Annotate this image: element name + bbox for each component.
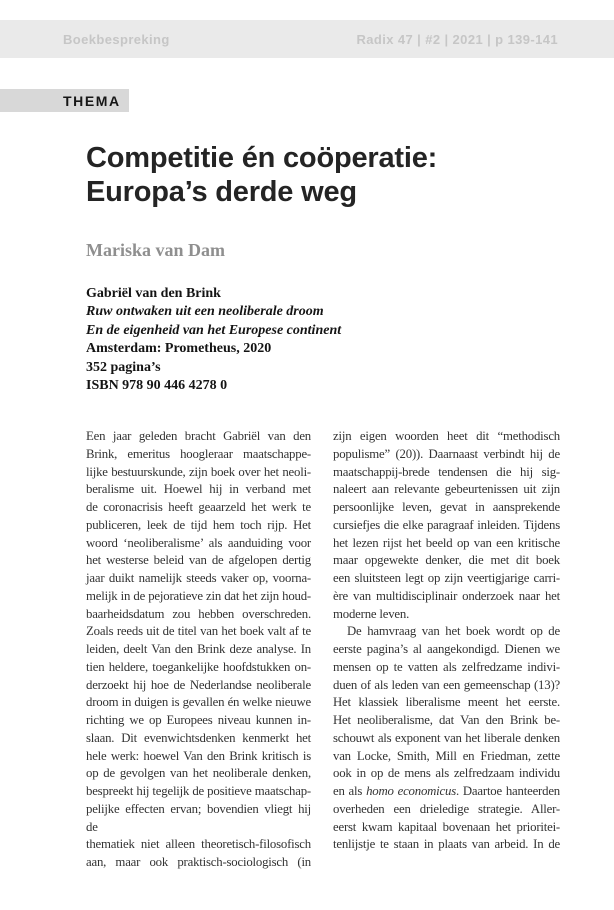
book-author: Gabriël van den Brink bbox=[86, 286, 221, 301]
header-section-label: Boekbespreking bbox=[63, 31, 170, 47]
body-text-line: persoonlijke leven, gevat in aansprekende bbox=[333, 500, 560, 514]
body-text-line: Het neoliberalisme, dat Van den Brink be- bbox=[333, 713, 560, 727]
thema-tag bbox=[0, 89, 129, 112]
body-text-line: publiceren, leek de tijd hem toch rijp. Het bbox=[86, 517, 311, 532]
body-text-line: overheden een drieledige strategie. Aller- bbox=[333, 801, 560, 816]
body-text-line bbox=[333, 783, 560, 801]
body-text bbox=[86, 428, 560, 872]
text-segment: en als bbox=[333, 784, 367, 798]
article-title-line2: Europa’s derde weg bbox=[86, 176, 357, 208]
body-text-line: aan, maar ook praktisch-sociologisch (in bbox=[86, 855, 311, 869]
thema-label: THEMA bbox=[63, 92, 121, 109]
book-info bbox=[86, 285, 506, 395]
body-text-line: de coronacrisis heeft geaarzeld het werk te bbox=[86, 500, 311, 514]
body-text-line: leiden, deelt Van den Brink deze analyse. In bbox=[86, 642, 311, 656]
body-text-line: derzoekt hij hoe de Nederlandse neoliberale bbox=[86, 677, 311, 692]
page-header-bar bbox=[0, 20, 614, 58]
book-title: Ruw ontwaken uit een neoliberale droom bbox=[86, 304, 324, 320]
book-subtitle: En de eigenheid van het Europese continent bbox=[86, 322, 342, 338]
body-text-line: pelijke effecten ervan; bovendien vliegt hij de bbox=[86, 801, 311, 834]
latin-phrase: homo economicus bbox=[366, 784, 456, 798]
body-text-line: ook in op de mens als zelfredzaam individu bbox=[333, 766, 560, 781]
body-text-line: eerst kwam kapitaal bovenaan het prioritei- bbox=[333, 819, 560, 834]
body-column-left bbox=[86, 428, 311, 872]
body-text-line: Het klassiek liberalisme meent het eerste. bbox=[333, 695, 560, 710]
body-text-line: melijk in de pejoratieve zin dat het zijn houd- bbox=[86, 588, 311, 603]
article-title-line1: Competitie én coöperatie: bbox=[86, 142, 438, 174]
body-text-line: maar opgewekte denker, die met dit boek bbox=[333, 553, 560, 568]
body-text-line: woord ‘neoliberalisme’ als aanduiding voor bbox=[86, 535, 311, 550]
article-author: Mariska van Dam bbox=[86, 240, 225, 260]
body-text-line: bespreekt hij tegelijk de positieve maatschap- bbox=[86, 784, 311, 798]
body-text-line: tien heldere, toegankelijke hoofdstukken on- bbox=[86, 659, 311, 674]
body-text-line: een sluitsteen legt op zijn veertigjarige carri- bbox=[333, 571, 560, 585]
body-text-line: Brink, emeritus hoogleraar maatschappe- bbox=[86, 446, 311, 461]
body-text-line: zijn eigen woorden heet dit “methodisch bbox=[333, 429, 560, 443]
body-text-line: schouwt als exponent van het liberale denken bbox=[333, 730, 560, 745]
article-title bbox=[86, 141, 586, 209]
body-text-line: cursiefjes die elke paragraaf inleiden. Tijdens bbox=[333, 517, 560, 532]
body-text-line: naleert aan relevante gebeurtenissen uit zijn bbox=[333, 482, 560, 497]
header-issue-info: Radix 47 | #2 | 2021 | p 139-141 bbox=[356, 31, 558, 47]
book-isbn: ISBN 978 90 446 4278 0 bbox=[86, 378, 228, 394]
text-segment: . Daartoe hanteerden bbox=[456, 784, 560, 798]
body-text-line: Een jaar geleden bracht Gabriël van den bbox=[86, 429, 311, 443]
body-column-right bbox=[333, 428, 560, 872]
body-text-line: mensen op te vatten als zelfredzame indivi- bbox=[333, 659, 560, 674]
body-text-line: jaar duikt namelijk steeds vaker op, voorna- bbox=[86, 571, 311, 585]
body-text-line: slaan. Dit evenwichtsdenken kenmerkt het bbox=[86, 730, 311, 745]
body-text-line: hele werk: hoewel Van den Brink kritisch is bbox=[86, 748, 311, 763]
body-text-line: Zoals reeds uit de titel van het boek valt af te bbox=[86, 624, 311, 639]
body-text-line: moderne leven. bbox=[333, 606, 410, 621]
body-text-line: beralisme uit. Hoewel hij in verband met bbox=[86, 482, 311, 497]
body-text-line: het westerse beleid van de afgelopen dertig bbox=[86, 553, 311, 568]
body-text-line: droom in duigen is gevallen én welke nieuwe bbox=[86, 695, 311, 710]
body-text-line: richting we op Europees niveau kunnen in- bbox=[86, 713, 311, 727]
body-text-line: eerste pagina’s al aangekondigd. Dienen we bbox=[333, 642, 560, 656]
body-text-line: De hamvraag van het boek wordt op de bbox=[347, 624, 560, 639]
body-text-line: baarheidsdatum zou hebben overschreden. bbox=[86, 606, 311, 621]
body-text-line: tenlijstje te staan in plaats van arbeid. In de bbox=[333, 837, 560, 852]
body-text-line: populisme” (20)). Daarnaast verbindt hij de bbox=[333, 446, 560, 461]
book-page-count: 352 pagina’s bbox=[86, 359, 161, 375]
body-text-line: maatschappij-brede tendensen die hij sig- bbox=[333, 464, 560, 479]
body-text-line: duen of als leden van een gemeenschap (13)? bbox=[333, 677, 560, 692]
body-text-line: het lezen rijst het beeld op van een kritische bbox=[333, 535, 560, 550]
body-text-line: thematiek niet alleen theoretisch-filosofisch bbox=[86, 837, 311, 852]
body-text-line: ère van multidisciplinair onderzoek naar het bbox=[333, 588, 560, 603]
body-text-line: op de gevolgen van het neoliberale denken, bbox=[86, 766, 311, 781]
body-text-line: lijke bestuurskunde, zijn boek over het neoli- bbox=[86, 464, 311, 479]
book-publisher: Amsterdam: Prometheus, 2020 bbox=[86, 341, 272, 357]
body-text-line: van Locke, Smith, Mill en Friedman, zette bbox=[333, 748, 560, 763]
